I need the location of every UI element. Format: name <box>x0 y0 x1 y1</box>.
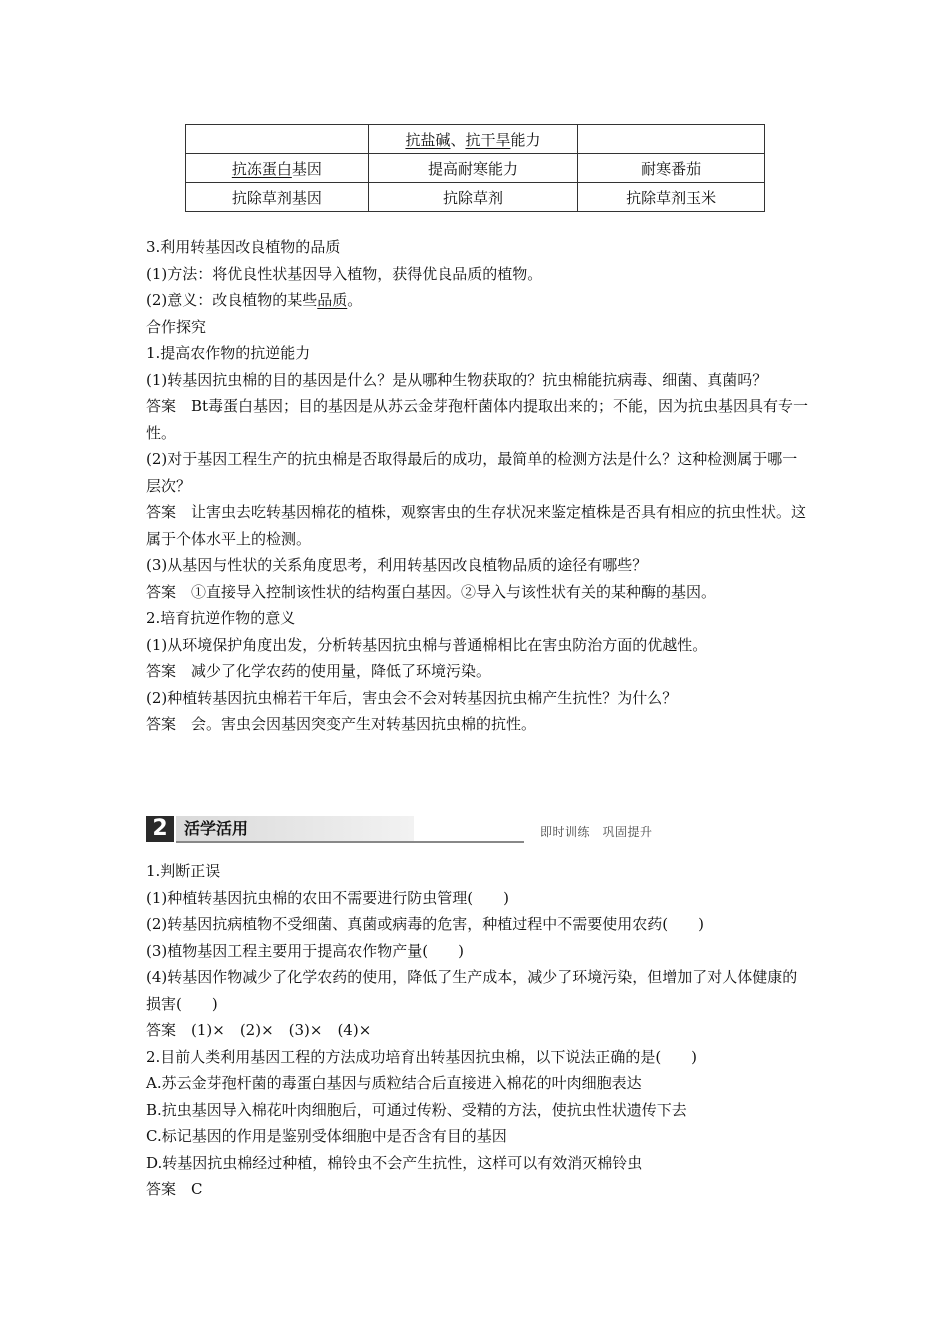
section-banner <box>146 816 653 842</box>
text: (2)意义：改良植物的某些 <box>146 291 318 309</box>
table-cell: 提高耐寒能力 <box>368 154 578 183</box>
banner-divider <box>176 841 524 843</box>
text: 。 <box>347 291 363 309</box>
question: 2.目前人类利用基因工程的方法成功培育出转基因抗虫棉，以下说法正确的是( ) <box>146 1047 698 1066</box>
table-cell <box>186 154 369 183</box>
section-number: 2 <box>146 816 174 842</box>
question: (1)从环境保护角度出发，分析转基因抗虫棉与普通棉相比在害虫防治方面的优越性。 <box>146 635 708 654</box>
paragraph <box>146 287 810 314</box>
table-cell <box>578 125 765 154</box>
question: (2)对于基因工程生产的抗虫棉是否取得最后的成功，最简单的检测方法是什么？这种检测属于哪一层次？ <box>146 450 798 495</box>
section-top <box>146 234 810 738</box>
judgement-item: (2)转基因抗病植物不受细菌、真菌或病毒的危害，种植过程中不需要使用农药( ) <box>146 915 704 933</box>
option-b: B.抗虫基因导入棉花叶肉细胞后，可通过传粉、受精的方法，使抗虫性状遗传下去 <box>146 1100 687 1119</box>
table-cell <box>368 125 578 154</box>
answer: 答案 Bt毒蛋白基因；目的基因是从苏云金芽孢杆菌体内提取出来的；不能，因为抗虫基因具有专一性。 <box>146 397 809 442</box>
subsection-heading: 合作探究 <box>146 317 207 336</box>
question-heading: 1.提高农作物的抗逆能力 <box>146 344 311 362</box>
table-cell <box>186 125 369 154</box>
gene-trait-table <box>185 124 765 212</box>
paragraph: (1)方法：将优良性状基因导入植物，获得优良品质的植物。 <box>146 264 543 283</box>
table-row <box>186 154 765 183</box>
answer: 答案 会。害虫会因基因突变产生对转基因抗虫棉的抗性。 <box>146 715 537 733</box>
table-cell: 耐寒番茄 <box>578 154 765 183</box>
table-text: 基因 <box>291 159 322 178</box>
section-heading: 3.利用转基因改良植物的品质 <box>146 238 341 256</box>
table-row <box>186 183 765 212</box>
table-row <box>186 125 765 154</box>
question: (2)种植转基因抗虫棉若干年后，害虫会不会对转基因抗虫棉产生抗性？为什么？ <box>146 688 678 707</box>
judgement-item: (1)种植转基因抗虫棉的农田不需要进行防虫管理( ) <box>146 888 509 907</box>
option-d: D.转基因抗虫棉经过种植，棉铃虫不会产生抗性，这样可以有效消灭棉铃虫 <box>146 1153 643 1172</box>
question-heading: 2.培育抗逆作物的意义 <box>146 609 296 627</box>
option-c: C.标记基因的作用是鉴别受体细胞中是否含有目的基因 <box>146 1127 507 1145</box>
question-heading: 1.判断正误 <box>146 862 221 880</box>
judgement-item: (4)转基因作物减少了化学农药的使用，降低了生产成本，减少了环境污染，但增加了对人体健康的损害( ) <box>146 968 798 1013</box>
underlined-term: 抗盐碱 <box>405 130 451 149</box>
section-title: 活学活用 <box>176 816 414 842</box>
section-subtitle: 即时训练 巩固提升 <box>540 825 653 839</box>
underlined-term: 品质 <box>317 291 348 309</box>
option-a: A.苏云金芽孢杆菌的毒蛋白基因与质粒结合后直接进入棉花的叶肉细胞表达 <box>146 1074 642 1092</box>
question: (1)转基因抗虫棉的目的基因是什么？是从哪种生物获取的？抗虫棉能抗病毒、细菌、真菌吗？ <box>146 370 768 389</box>
judgement-item: (3)植物基因工程主要用于提高农作物产量( ) <box>146 941 464 960</box>
underlined-term: 抗干旱 <box>465 130 511 149</box>
table-cell: 抗除草剂玉米 <box>578 183 765 212</box>
answer: 答案 减少了化学农药的使用量，降低了环境污染。 <box>146 662 492 680</box>
answer: 答案 C <box>146 1180 203 1198</box>
table-text: 能力 <box>510 130 541 149</box>
table-cell: 抗除草剂基因 <box>186 183 369 212</box>
section-bottom <box>146 858 810 1203</box>
question: (3)从基因与性状的关系角度思考，利用转基因改良植物品质的途径有哪些？ <box>146 556 648 574</box>
answer: 答案 (1)× (2)× (3)× (4)× <box>146 1021 372 1039</box>
table-cell: 抗除草剂 <box>368 183 578 212</box>
answer: 答案 ①直接导入控制该性状的结构蛋白基因。②导入与该性状有关的某种酶的基因。 <box>146 582 717 601</box>
answer: 答案 让害虫去吃转基因棉花的植株，观察害虫的生存状况来鉴定植株是否具有相应的抗虫性状。这属于个体水平上的检测。 <box>146 503 807 548</box>
underlined-term: 抗冻蛋白 <box>231 159 292 178</box>
separator: 、 <box>450 130 466 149</box>
